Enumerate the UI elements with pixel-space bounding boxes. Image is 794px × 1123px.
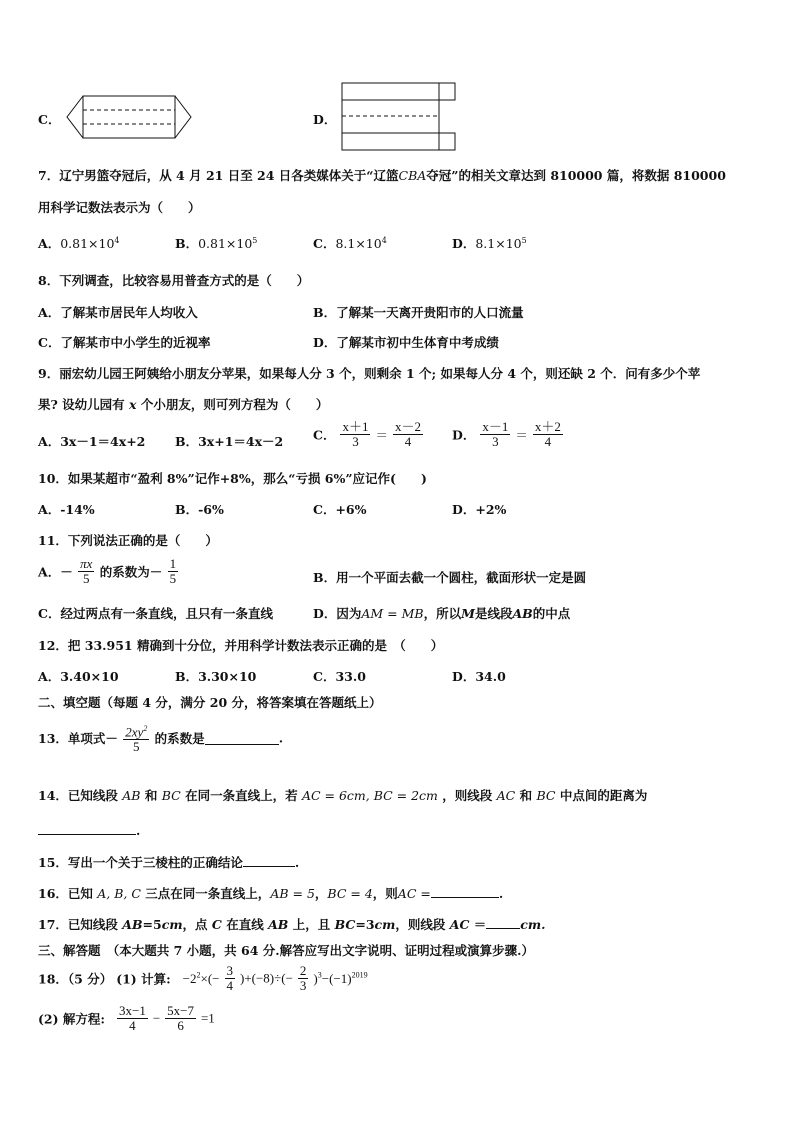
q9-stem-line1: 9．丽宏幼儿园王阿姨给小朋友分苹果，如果每人分 3 个，则剩余 1 个; 如果每人分 4 个，则还缺 2 个．问有多少个苹 [38,366,701,381]
q11-option-c: C．经过两点有一条直线，且只有一条直线 [38,606,273,621]
q14-line2: . [38,822,140,838]
q16: 16．已知 A, B, C 三点在同一条直线上，AB = 5，BC = 4，则AC = . [38,886,504,901]
q17: 17．已知线段 AB=5cm，点 C 在直线 AB 上，且 BC=3cm，则线段 AC ＝ cm. [38,917,546,932]
q6-option-c-figure [64,93,194,141]
q11-option-a: A．－ $\frac{\pi x}{5}$ 的系数为－ $\frac{1}{5}$ [38,556,177,586]
q9-option-a: A．3x－1＝4x+2 [38,434,146,449]
q7-stem-line1: 7．辽宁男篮夺冠后，从 4 月 21 日至 24 日各类媒体关于“辽篮CBA夺冠”的相关文章达到 810000 篇，将数据 810000 [38,168,726,183]
q11-option-b: B．用一个平面去截一个圆柱，截面形状一定是圆 [313,570,587,585]
q12-option-c: C．33.0 [313,669,366,684]
q15-answer-blank[interactable] [243,854,295,867]
q7-stem-line2: 用科学记数法表示为（ ） [38,200,201,215]
q8-option-b: B．了解某一天离开贵阳市的人口流量 [313,305,524,320]
q7-option-d: D．$8.1\times 10^5$ [452,235,527,251]
q11-stem: 11．下列说法正确的是（ ） [38,533,218,548]
q6-option-d-letter: D． [313,112,337,127]
q13-answer-blank[interactable] [205,732,279,745]
section-3-heading: 三、解答题 （本大题共 7 小题，共 64 分.解答应写出文字说明、证明过程或演算步骤.） [38,943,534,958]
q12-option-b: B．3.30×10 [175,669,257,684]
q11-option-d: D．因为AM = MB，所以M是线段AB的中点 [313,606,571,621]
q15: 15．写出一个关于三棱柱的正确结论 . [38,855,300,870]
section-2-heading: 二、填空题（每题 4 分，满分 20 分，将答案填在答题纸上） [38,695,382,710]
q6-option-c-letter: C． [38,112,61,127]
q12-option-a: A．3.40×10 [38,669,119,684]
q12-stem: 12．把 33.951 精确到十分位，并用科学计数法表示正确的是 （ ） [38,638,444,653]
q8-option-c: C．了解某市中小学生的近视率 [38,335,211,350]
q7-option-c: C．$8.1\times 10^4$ [313,235,387,251]
q10-stem: 10．如果某超市“盈利 8%”记作+8%，那么“亏损 6%”应记作( ) [38,471,427,486]
q10-option-a: A．-14% [38,502,95,517]
q8-stem: 8．下列调查，比较容易用普查方式的是（ ） [38,273,310,288]
q16-answer-blank[interactable] [431,885,499,898]
q7-option-b: B．$0.81\times 10^5$ [175,235,258,251]
q12-option-d: D．34.0 [452,669,506,684]
q8-option-a: A．了解某市居民年人均收入 [38,305,198,320]
q9-option-b: B．3x+1＝4x－2 [175,434,284,449]
q10-option-b: B．-6% [175,502,224,517]
q9-option-d: D． $\frac{x-1}{3}$ ＝ $\frac{x+2}{4}$ [452,419,561,449]
q9-stem-line2: 果? 设幼儿园有 x 个小朋友，则可列方程为（ ） [38,397,329,412]
q7-option-a: A．$0.81\times 10^4$ [38,235,120,251]
q14-answer-blank[interactable] [38,822,136,835]
q6-option-d-figure [338,80,460,154]
q17-answer-blank[interactable] [486,916,520,929]
q14-line1: 14．已知线段 AB 和 BC 在同一条直线上，若 AC = 6cm, BC = 2cm ，则线段 AC 和 BC 中点间的距离为 [38,788,648,803]
q18-part2: (2) 解方程: $\frac{3x-1}{4}$ − $\frac{5x-7}{6}$ =1 [38,1003,215,1033]
q8-option-d: D．了解某市初中生体育中考成绩 [313,335,499,350]
q10-option-d: D．+2% [452,502,507,517]
q9-option-c: C． $\frac{x+1}{3}$ ＝ $\frac{x-2}{4}$ [313,419,421,449]
q18-part1: 18．（5 分） (1) 计算: $-2^2\times(-$ $\frac{3}{4}$ )+(−8)÷(− $\frac{2}{3}$ )$^3-(-1)^{2019}$ [38,963,368,993]
q10-option-c: C．+6% [313,502,367,517]
q13: 13．单项式－ $\frac{2xy^2}{5}$ 的系数是 . [38,724,284,755]
